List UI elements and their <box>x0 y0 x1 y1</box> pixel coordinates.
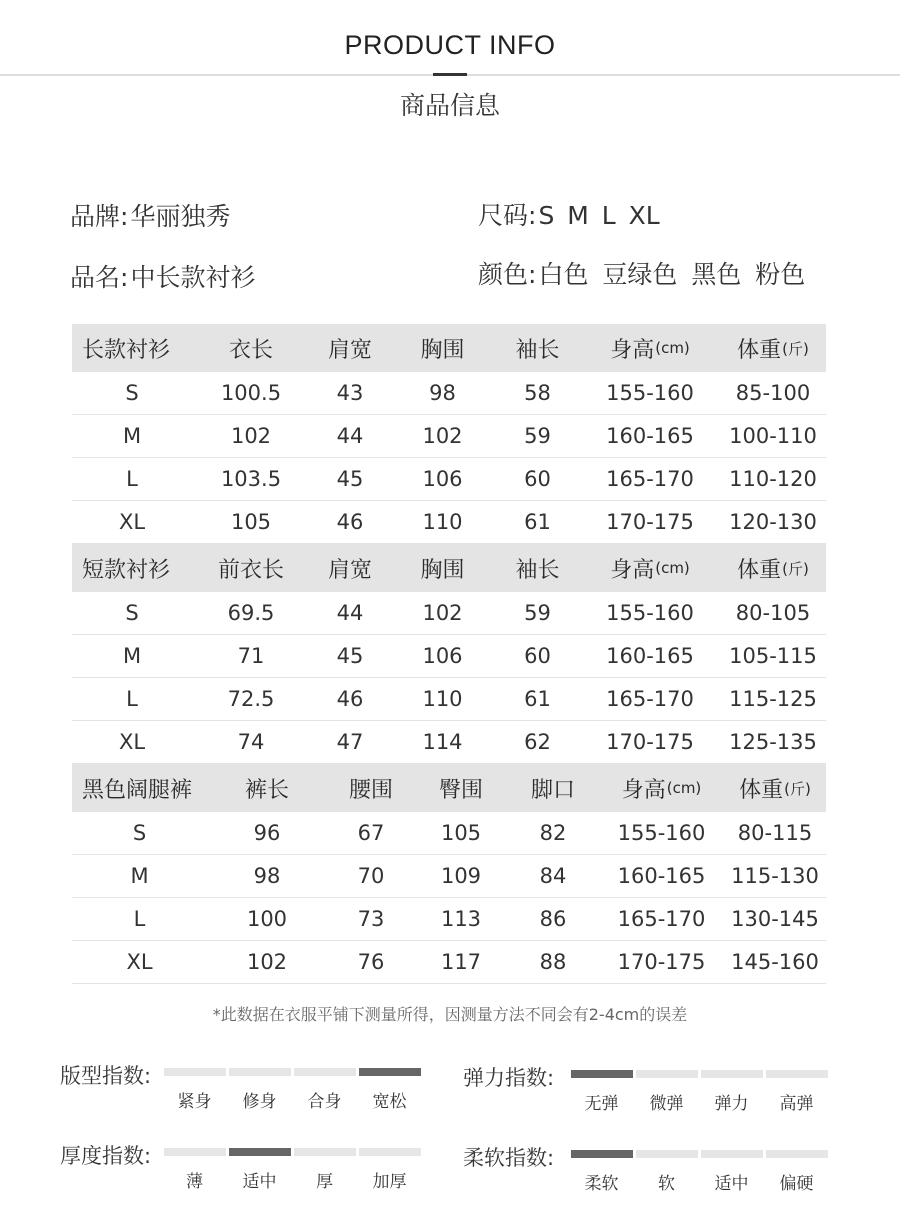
table-header-cell: 身高 (cm) <box>621 777 702 803</box>
table-cell: 100.5 <box>220 381 282 405</box>
fit-index-label: 版型指数: <box>60 1064 152 1088</box>
table-header-cell: 体重 (斤) <box>737 337 809 363</box>
index-option-label: 薄 <box>186 1172 203 1192</box>
unit-jin: (斤) <box>782 339 809 358</box>
table-cell: 85-100 <box>735 381 811 405</box>
size-cell: M <box>122 644 142 668</box>
table-section-wide-pants <box>72 764 826 984</box>
table-cell: 73 <box>357 907 385 931</box>
table-row <box>72 855 826 898</box>
brand-info <box>70 197 230 233</box>
table-cell: 110 <box>422 510 463 534</box>
table-row <box>72 372 826 415</box>
table-cell: 98 <box>253 864 281 888</box>
table-cell: 105 <box>440 821 482 845</box>
table-cell: 67 <box>357 821 385 845</box>
index-segment <box>294 1148 356 1156</box>
table-header-cell: 裤长 <box>244 777 289 803</box>
size-cell: L <box>133 907 146 931</box>
index-option-label: 紧身 <box>177 1092 212 1112</box>
table-cell: 115-125 <box>729 687 817 711</box>
table-section-short-shirt <box>72 544 826 764</box>
index-segment <box>636 1150 698 1158</box>
index-option-label: 微弹 <box>649 1094 684 1114</box>
table-cell: 46 <box>336 510 364 534</box>
index-segment <box>294 1068 356 1076</box>
table-cell: 125-135 <box>729 730 817 754</box>
table-header-row <box>72 764 826 812</box>
table-header-cell: 袖长 <box>515 337 560 363</box>
size-cell: L <box>126 687 138 711</box>
size-cell: XL <box>118 510 146 534</box>
table-cell: 102 <box>230 424 272 448</box>
size-cell: S <box>132 821 147 845</box>
page-title-en: PRODUCT INFO <box>344 30 556 60</box>
table-cell: 43 <box>336 381 364 405</box>
index-option-label: 适中 <box>242 1172 277 1192</box>
table-cell: 88 <box>539 950 567 974</box>
unit-cm: (cm) <box>666 779 702 797</box>
table-cell: 160-165 <box>617 864 706 888</box>
size-label: 尺码: <box>478 201 537 230</box>
table-cell: 47 <box>336 730 364 754</box>
size-value: S M L XL <box>538 201 660 230</box>
table-header-cell: 肩宽 <box>327 337 372 363</box>
table-header-cell: 臀围 <box>438 777 483 803</box>
index-option-label: 偏硬 <box>779 1174 814 1194</box>
table-cell: 102 <box>246 950 288 974</box>
index-segment-active <box>571 1070 633 1078</box>
table-cell: 70 <box>357 864 385 888</box>
table-cell: 46 <box>336 687 364 711</box>
fit-index-options <box>162 1087 422 1112</box>
table-header-cell: 袖长 <box>515 557 560 583</box>
softness-index-bar <box>571 1150 828 1158</box>
table-row <box>72 501 826 544</box>
index-option-label: 软 <box>658 1174 675 1194</box>
table-cell: 110-120 <box>729 467 817 491</box>
elastic-index-bar <box>571 1070 828 1078</box>
table-row <box>72 812 826 855</box>
table-cell: 103.5 <box>220 467 282 491</box>
index-option-label: 柔软 <box>584 1174 619 1194</box>
product-name-label: 品名: <box>70 263 129 292</box>
table-cell: 86 <box>539 907 567 931</box>
table-cell: 100-110 <box>729 424 817 448</box>
table-cell: 62 <box>524 730 551 754</box>
table-header-cell: 体重 (斤) <box>739 777 811 803</box>
table-cell: 58 <box>524 381 551 405</box>
table-cell: 76 <box>357 950 385 974</box>
table-cell: 61 <box>524 510 551 534</box>
table-cell: 155-160 <box>606 601 694 625</box>
table-cell: 106 <box>422 644 463 668</box>
index-segment <box>701 1150 763 1158</box>
table-cell: 109 <box>440 864 482 888</box>
table-row <box>72 592 826 635</box>
size-cell: S <box>125 601 139 625</box>
table-cell: 120-130 <box>729 510 817 534</box>
size-info <box>478 196 660 232</box>
table-cell: 170-175 <box>617 950 706 974</box>
softness-index-label: 柔软指数: <box>463 1146 555 1170</box>
index-segment <box>229 1068 291 1076</box>
table-cell: 155-160 <box>606 381 694 405</box>
table-cell: 165-170 <box>617 907 706 931</box>
table-header-cell: 身高 (cm) <box>610 557 690 583</box>
table-cell: 165-170 <box>606 687 694 711</box>
table-header-row <box>72 324 826 372</box>
table-header-cell: 体重 (斤) <box>737 557 809 583</box>
size-cell: S <box>125 381 139 405</box>
table-cell: 100 <box>246 907 288 931</box>
size-cell: M <box>122 424 142 448</box>
table-header-cell: 肩宽 <box>327 557 372 583</box>
measurement-note: *此数据在衣服平铺下测量所得，因测量方法不同会有2-4cm的误差 <box>212 1005 688 1024</box>
table-header-cell: 胸围 <box>420 557 465 583</box>
size-cell: XL <box>126 950 153 974</box>
index-option-label: 宽松 <box>372 1092 407 1112</box>
color-label: 颜色: <box>478 260 537 289</box>
table-header-cell: 前衣长 <box>217 557 284 583</box>
index-option-label: 弹力 <box>714 1094 749 1114</box>
table-header-cell: 衣长 <box>228 337 273 363</box>
table-cell: 105 <box>230 510 272 534</box>
table-cell: 44 <box>336 424 364 448</box>
index-segment-active <box>229 1148 291 1156</box>
index-segment-active <box>359 1068 421 1076</box>
table-header-cell: 黑色阔腿裤 <box>82 777 193 803</box>
index-segment <box>766 1150 828 1158</box>
table-row <box>72 941 826 984</box>
thickness-index-options <box>162 1167 422 1192</box>
table-row <box>72 415 826 458</box>
color-value: 白色 豆绿色 黑色 粉色 <box>538 260 806 289</box>
thickness-index-bar <box>164 1148 421 1156</box>
index-segment <box>359 1148 421 1156</box>
index-option-label: 修身 <box>242 1092 277 1112</box>
table-cell: 96 <box>253 821 281 845</box>
table-header-cell: 腰围 <box>348 777 393 803</box>
table-row <box>72 898 826 941</box>
table-cell: 59 <box>524 601 551 625</box>
table-cell: 145-160 <box>731 950 819 974</box>
table-cell: 114 <box>422 730 463 754</box>
unit-jin: (斤) <box>782 559 809 578</box>
index-segment <box>766 1070 828 1078</box>
table-cell: 130-145 <box>731 907 819 931</box>
fit-index-bar <box>164 1068 421 1076</box>
table-cell: 59 <box>524 424 551 448</box>
table-cell: 71 <box>237 644 265 668</box>
table-header-cell: 胸围 <box>420 337 465 363</box>
table-cell: 60 <box>524 467 551 491</box>
size-cell: L <box>126 467 138 491</box>
product-name-info <box>70 258 255 294</box>
table-row <box>72 721 826 764</box>
brand-value: 华丽独秀 <box>130 202 231 231</box>
index-segment <box>636 1070 698 1078</box>
table-cell: 155-160 <box>617 821 706 845</box>
table-cell: 84 <box>539 864 567 888</box>
table-cell: 165-170 <box>606 467 694 491</box>
table-cell: 80-115 <box>737 821 813 845</box>
index-segment-active <box>571 1150 633 1158</box>
table-cell: 61 <box>524 687 551 711</box>
size-table <box>72 324 826 984</box>
table-cell: 160-165 <box>606 644 694 668</box>
table-header-cell: 长款衬衫 <box>82 337 171 363</box>
index-segment <box>701 1070 763 1078</box>
table-cell: 45 <box>336 644 364 668</box>
table-cell: 110 <box>422 687 463 711</box>
table-cell: 98 <box>429 381 456 405</box>
table-header-cell: 短款衬衫 <box>82 557 171 583</box>
elastic-index-label: 弹力指数: <box>463 1066 555 1090</box>
index-segment <box>164 1148 226 1156</box>
table-cell: 69.5 <box>227 601 275 625</box>
title-underline <box>433 73 467 76</box>
table-cell: 115-130 <box>731 864 819 888</box>
elastic-index-options <box>569 1089 829 1114</box>
index-option-label: 适中 <box>714 1174 749 1194</box>
index-option-label: 合身 <box>307 1092 342 1112</box>
unit-cm: (cm) <box>655 559 690 577</box>
table-cell: 106 <box>422 467 463 491</box>
table-cell: 60 <box>524 644 551 668</box>
brand-label: 品牌: <box>70 202 129 231</box>
table-cell: 117 <box>440 950 482 974</box>
softness-index-options <box>569 1169 829 1194</box>
table-cell: 102 <box>422 424 463 448</box>
page-title-cn: 商品信息 <box>399 91 500 120</box>
table-cell: 72.5 <box>227 687 275 711</box>
index-option-label: 高弹 <box>779 1094 814 1114</box>
table-cell: 105-115 <box>729 644 817 668</box>
table-row <box>72 458 826 501</box>
index-option-label: 无弹 <box>584 1094 619 1114</box>
product-name-value: 中长款衬衫 <box>130 263 256 292</box>
table-cell: 80-105 <box>735 601 811 625</box>
index-option-label: 加厚 <box>372 1172 407 1192</box>
table-cell: 44 <box>336 601 364 625</box>
table-header-cell: 身高 (cm) <box>610 337 690 363</box>
size-cell: M <box>130 864 149 888</box>
table-cell: 170-175 <box>606 730 694 754</box>
unit-cm: (cm) <box>655 339 690 357</box>
table-cell: 102 <box>422 601 463 625</box>
table-row <box>72 635 826 678</box>
index-segment <box>164 1068 226 1076</box>
unit-jin: (斤) <box>784 779 811 798</box>
table-cell: 45 <box>336 467 364 491</box>
size-cell: XL <box>118 730 146 754</box>
table-row <box>72 678 826 721</box>
table-section-long-shirt <box>72 324 826 544</box>
color-info <box>478 255 805 291</box>
table-header-cell: 脚口 <box>530 777 575 803</box>
table-cell: 82 <box>539 821 567 845</box>
index-option-label: 厚 <box>316 1172 333 1192</box>
table-cell: 160-165 <box>606 424 694 448</box>
table-cell: 74 <box>237 730 265 754</box>
table-cell: 170-175 <box>606 510 694 534</box>
table-header-row <box>72 544 826 592</box>
table-cell: 113 <box>440 907 482 931</box>
thickness-index-label: 厚度指数: <box>60 1144 152 1168</box>
